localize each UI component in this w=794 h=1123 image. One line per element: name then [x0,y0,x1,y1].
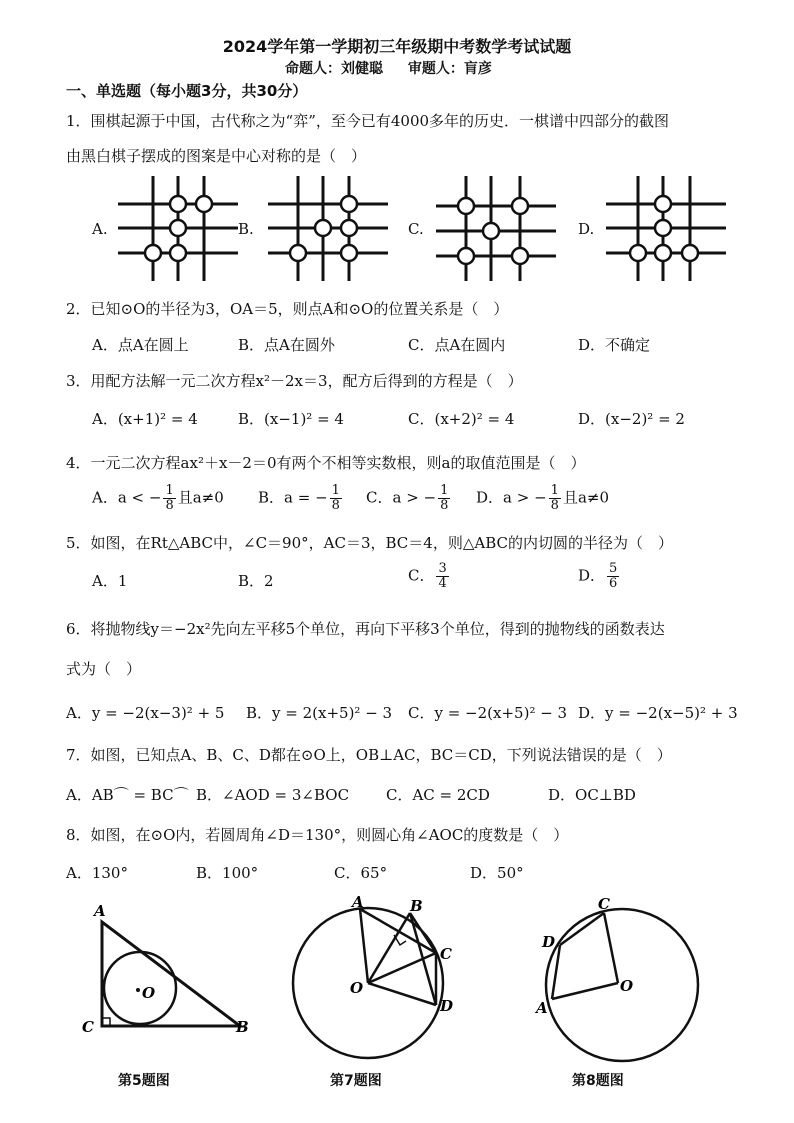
figure-q8-circle [530,895,710,1065]
go-board-b [268,176,388,286]
q6-option-a: A．y = −2(x−3)² + 5 [66,704,225,722]
q4-b-numerator: 1 [331,483,340,498]
reviewer-name: 审题人：肓彦 [407,61,492,77]
fig8-label-a: A [536,999,548,1017]
q1-stem-line2: 由黑白棋子摆成的图案是中心对称的是（ ） [66,147,367,165]
fig7-label-c: C [440,945,452,963]
q4-option-d-fraction [549,484,561,513]
q4-option-b [258,484,344,513]
fig8-label-d: D [542,933,556,951]
q1-option-b-label: B. [238,220,254,238]
q5-c-numerator: 3 [438,561,447,576]
q4-option-d-prefix: D．a > − [476,488,547,507]
author-name: 命题人：刘健聪 [285,61,383,77]
q1-option-a-label: A. [92,220,108,238]
fig5-label-o: O [142,984,156,1002]
q4-option-a-suffix: 且a≠0 [177,488,224,507]
fig8-label-c: C [598,895,610,913]
section-heading: 一、单选题（每小题3分，共30分） [66,82,308,100]
q4-stem: 4．一元二次方程ax²＋x－2＝0有两个不相等实数根，则a的取值范围是（ ） [66,454,586,472]
figure-q5-triangle [80,900,260,1050]
q1-stem-line1: 1．围棋起源于中国，古代称之为“弈”，至今已有4000多年的历史．一棋谱中四部分的截图 [66,112,670,130]
q3-option-d: D．(x−2)² = 2 [578,410,685,428]
q5-stem: 5．如图，在Rt△ABC中，∠C＝90°，AC＝3，BC＝4，则△ABC的内切圆的半径为（ ） [66,534,673,552]
q6-stem-line2: 式为（ ） [66,660,142,678]
q1-option-d-label: D. [578,220,595,238]
fig8-caption: 第8题图 [572,1073,624,1089]
fig7-label-a: A [352,893,364,911]
go-board-d [606,176,726,286]
exam-authors [285,58,512,78]
q5-d-denominator: 6 [609,576,618,591]
q4-a-numerator: 1 [165,483,174,498]
fig7-label-d: D [440,997,454,1015]
q6-stem-line1: 6．将抛物线y＝−2x²先向左平移5个单位，再向下平移3个单位，得到的抛物线的函数表达 [66,620,665,638]
q8-option-a: A．130° [66,864,128,882]
q6-option-d: D．y = −2(x−5)² + 3 [578,704,738,722]
q2-stem: 2．已知⊙O的半径为3，OA＝5，则点A和⊙O的位置关系是（ ） [66,300,509,318]
q4-option-a-fraction [163,484,175,513]
q4-d-numerator: 1 [550,483,559,498]
page-title: 2024学年第一学期初三年级期中考数学考试试题 [222,37,572,56]
q7-stem: 7．如图，已知点A、B、C、D都在⊙O上，OB⊥AC，BC＝CD，下列说法错误的是（ ） [66,746,672,764]
q4-option-c [366,484,452,513]
q5-option-c-prefix: C． [408,566,435,585]
q8-option-d: D．50° [470,864,524,882]
q6-option-b: B．y = 2(x+5)² − 3 [246,704,393,722]
q3-option-b: B．(x−1)² = 4 [238,410,344,428]
q2-option-b: B．点A在圆外 [238,336,335,354]
fig5-label-a: A [94,902,106,920]
q4-option-a [92,484,224,513]
figure-q7-circle [290,895,470,1065]
fig5-label-c: C [82,1018,94,1036]
q8-option-c: C．65° [334,864,388,882]
q5-option-b: B．2 [238,572,274,590]
q4-option-a-prefix: A．a < − [92,488,162,507]
q4-d-denominator: 8 [550,498,559,513]
q7-option-c: C．AC = 2CD [386,786,490,804]
q5-c-denominator: 4 [438,576,447,591]
q1-option-c-label: C. [408,220,424,238]
q4-option-c-fraction [438,484,450,513]
go-board-c [436,176,556,286]
q4-option-c-prefix: C．a > − [366,488,437,507]
q4-option-b-prefix: B．a = − [258,488,328,507]
q7-option-d: D．OC⊥BD [548,786,636,804]
q8-stem: 8．如图，在⊙O内，若圆周角∠D＝130°，则圆心角∠AOC的度数是（ ） [66,826,569,844]
q7-option-b: B．∠AOD = 3∠BOC [196,786,350,804]
q3-stem: 3．用配方法解一元二次方程x²－2x＝3，配方后得到的方程是（ ） [66,372,523,390]
q7-option-a: A．AB⌒ = BC⌒ [66,786,189,804]
fig8-label-o: O [620,977,634,995]
incircle-center-dot [136,988,140,992]
q4-b-denominator: 8 [331,498,340,513]
q2-option-c: C．点A在圆内 [408,336,506,354]
q5-d-numerator: 5 [609,561,618,576]
fig7-label-o: O [350,979,364,997]
q3-option-c: C．(x+2)² = 4 [408,410,515,428]
q5-option-a: A．1 [92,572,128,590]
q5-option-d-prefix: D． [578,566,606,585]
q4-option-d [476,484,609,513]
q5-option-c-fraction [436,562,448,591]
q4-option-d-suffix: 且a≠0 [562,488,609,507]
q2-option-a: A．点A在圆上 [92,336,189,354]
q2-option-d: D．不确定 [578,336,651,354]
q6-option-c: C．y = −2(x+5)² − 3 [408,704,568,722]
fig5-label-b: B [236,1018,249,1036]
q4-c-numerator: 1 [440,483,449,498]
q4-option-b-fraction [330,484,342,513]
q8-option-b: B．100° [196,864,259,882]
q4-a-denominator: 8 [165,498,174,513]
q5-option-d [578,562,621,591]
fig7-label-b: B [410,897,423,915]
fig5-caption: 第5题图 [118,1073,170,1089]
fig7-caption: 第7题图 [330,1073,382,1089]
go-board-a [118,176,238,286]
q4-c-denominator: 8 [440,498,449,513]
q3-option-a: A．(x+1)² = 4 [92,410,198,428]
q5-option-c [408,562,451,591]
q5-option-d-fraction [607,562,619,591]
